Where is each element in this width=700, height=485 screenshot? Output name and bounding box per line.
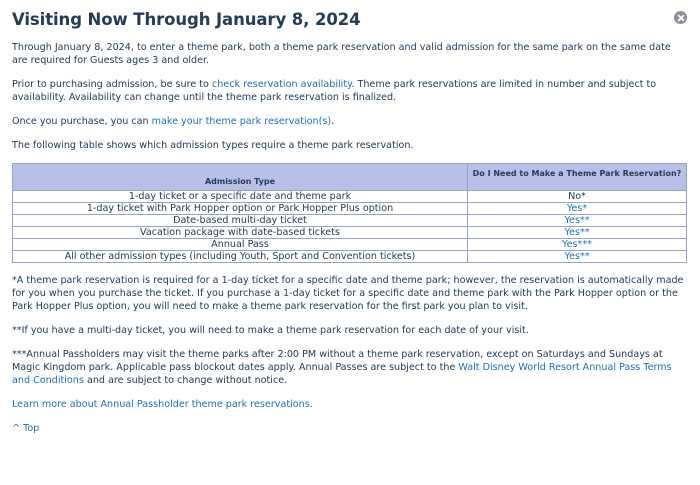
table-intro-paragraph: The following table shows which admission types require a theme park reservation. (12, 140, 414, 151)
table-row (13, 215, 687, 227)
reservation-answer-cell: Yes* (468, 203, 687, 215)
table-row (13, 239, 687, 251)
table-row (13, 203, 687, 215)
make-reservation-link[interactable]: make your theme park reservation(s) (151, 116, 332, 127)
once-text-before: Once you purchase, you can (12, 116, 152, 127)
admission-type-cell: 1-day ticket or a specific date and theme park (13, 191, 468, 203)
table-header-row (13, 164, 687, 191)
admission-type-cell: Vacation package with date-based tickets (13, 227, 468, 239)
learn-more-paragraph (12, 398, 688, 411)
reservation-needed-header: Do I Need to Make a Theme Park Reservation? (468, 164, 687, 191)
admission-type-cell: All other admission types (including Youth, Sport and Convention tickets) (13, 251, 468, 263)
reservation-answer-cell: Yes*** (468, 239, 687, 251)
admission-table (12, 163, 687, 263)
prior-text-after: . Theme park reservations are limited in number and subject to availability. Availability can change until the theme park reservation is finalized. (12, 79, 657, 103)
table-row (13, 251, 687, 263)
top-paragraph (12, 422, 688, 435)
reservation-answer-cell: No* (468, 191, 687, 203)
footnote-triple-before: ***Annual Passholders may visit the theme parks after 2:00 PM without a theme park reservation, except on Saturdays and Sundays at Magic Kingdom park. Applicable pass blockout dates apply. Annual Passes are subject to the (12, 349, 663, 373)
intro-paragraph: Through January 8, 2024, to enter a theme park, both a theme park reservation and valid admission for the same park on the same date are required for Guests ages 3 and older. (12, 42, 671, 66)
footnote-single: *A theme park reservation is required for a 1-day ticket for a specific date and theme park; however, the reservation is automatically made for you when you purchase the ticket. If you purchase a 1-day ticket for a specific date and theme park with the Park Hopper option or the Park Hopper Plus option, you will need to make a theme park reservation for the first park you plan to visit. (12, 275, 684, 312)
footnote-triple-after: and are subject to change without notice. (83, 375, 288, 386)
prior-text-before: Prior to purchasing admission, be sure to (12, 79, 212, 90)
table-row (13, 227, 687, 239)
reservation-answer-cell: Yes** (468, 251, 687, 263)
footnote-triple (12, 348, 688, 387)
admission-type-header: Admission Type (13, 164, 468, 191)
annual-pass-terms-link[interactable]: Walt Disney World Resort Annual Pass Terms and Conditions (12, 362, 672, 386)
once-text-after: . (331, 116, 335, 127)
admission-type-cell: Date-based multi-day ticket (13, 215, 468, 227)
prior-paragraph (12, 78, 688, 104)
reservation-answer-cell: Yes** (468, 215, 687, 227)
learn-more-link[interactable]: Learn more about Annual Passholder theme park reservations. (12, 399, 313, 410)
footnote-double: **If you have a multi-day ticket, you will need to make a theme park reservation for each date of your visit. (12, 325, 529, 336)
once-paragraph (12, 115, 688, 128)
close-icon[interactable] (674, 11, 687, 24)
check-availability-link[interactable]: check reservation availability (211, 79, 352, 90)
back-to-top-link[interactable]: ^ Top (12, 423, 40, 434)
admission-type-cell: 1-day ticket with Park Hopper option or Park Hopper Plus option (13, 203, 468, 215)
table-row (13, 191, 687, 203)
admission-type-cell: Annual Pass (13, 239, 468, 251)
reservation-answer-cell: Yes** (468, 227, 687, 239)
dialog-title: Visiting Now Through January 8, 2024 (12, 10, 361, 29)
